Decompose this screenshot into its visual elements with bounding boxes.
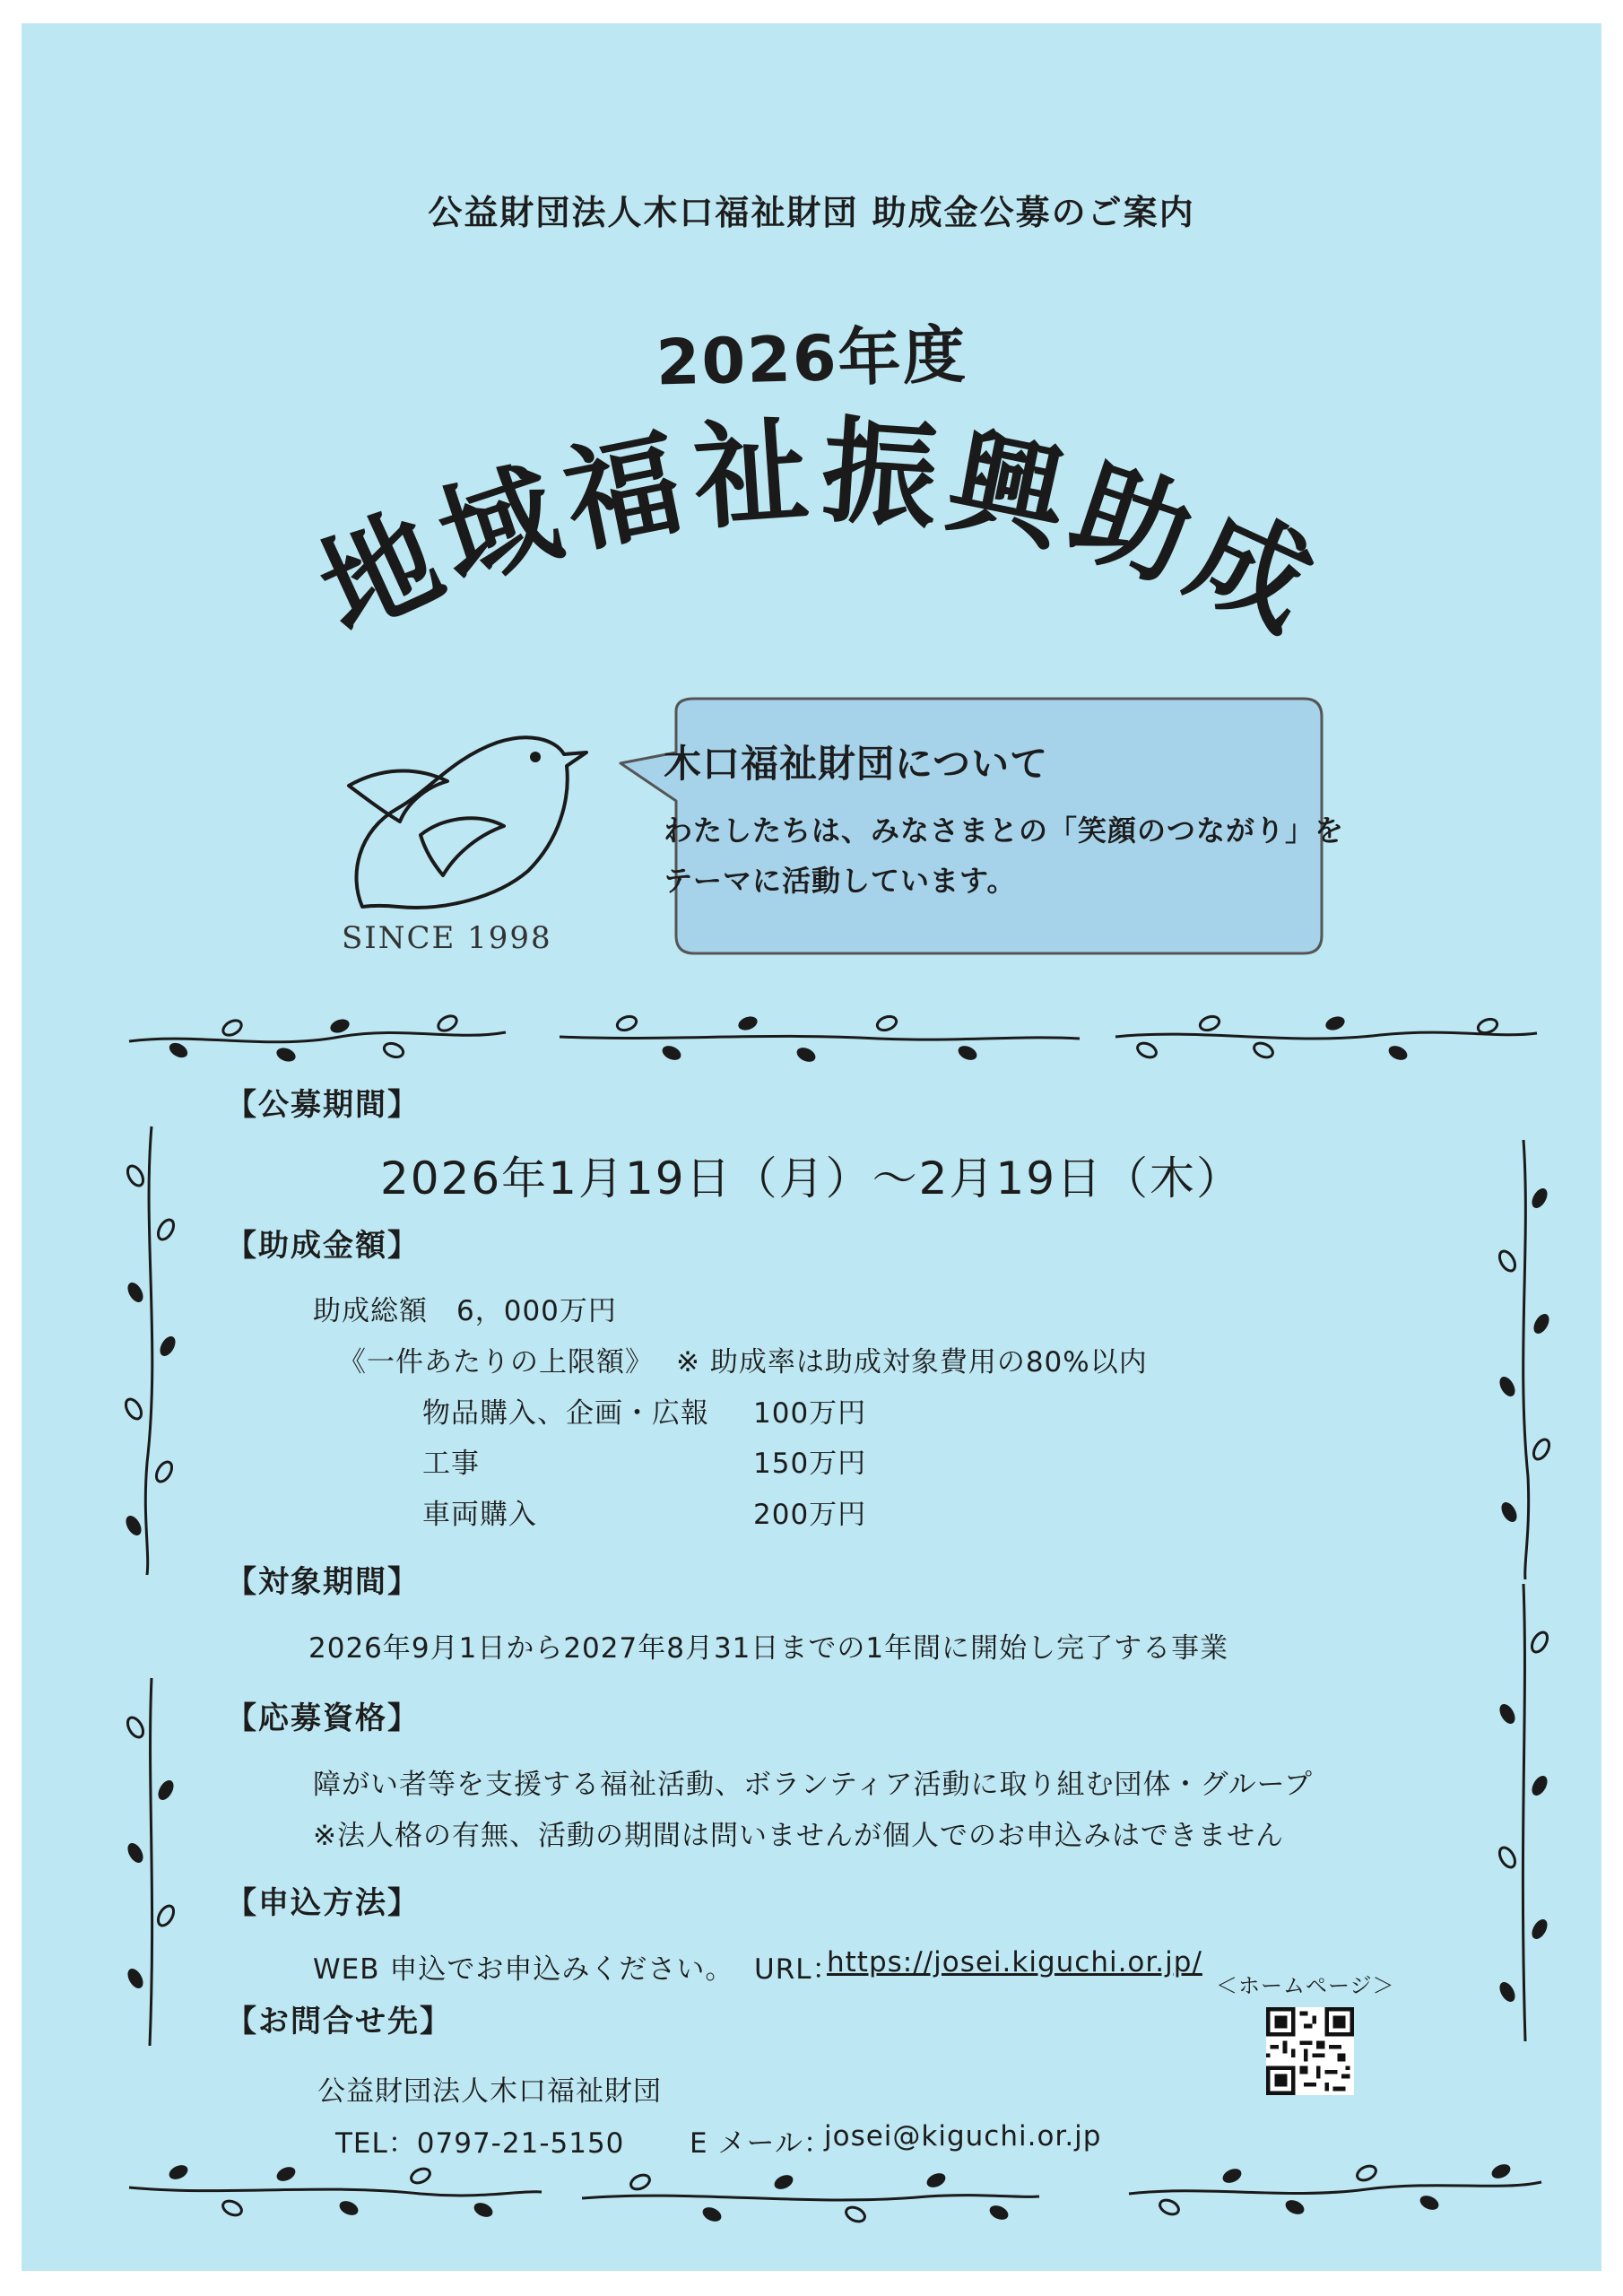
main-title-arch bbox=[282, 404, 1358, 705]
contact-org: 公益財団法人木口福祉財団 bbox=[317, 2075, 662, 2108]
apply-text: WEB 申込でお申込みください。 bbox=[313, 1953, 734, 1986]
vine-decoration-icon bbox=[125, 1001, 510, 1073]
application-period: 2026年1月19日（月）～2月19日（木） bbox=[379, 1152, 1244, 1205]
homepage-label: ＜ホームページ＞ bbox=[1216, 1973, 1395, 1998]
about-title: 木口福祉財団について bbox=[664, 742, 1049, 786]
item-value: 150万円 bbox=[753, 1448, 867, 1480]
apply-heading: 【申込方法】 bbox=[226, 1885, 420, 1921]
period-heading: 【公募期間】 bbox=[226, 1087, 420, 1123]
about-line-2: テーマに活動しています。 bbox=[664, 864, 1017, 898]
eligibility-line-1: 障がい者等を支援する福祉活動、ボランティア活動に取り組む団体・グループ bbox=[313, 1769, 1314, 1801]
vine-decoration-icon bbox=[125, 2156, 546, 2228]
item-value: 100万円 bbox=[753, 1397, 867, 1430]
eligibility-line-2: ※法人格の有無、活動の期間は問いませんが個人でのお申込みはできません bbox=[313, 1820, 1284, 1852]
item-value: 200万円 bbox=[753, 1499, 867, 1531]
eligibility-heading: 【応募資格】 bbox=[226, 1700, 420, 1736]
url-label: URL： bbox=[754, 1953, 841, 1986]
main-title: 地域福祉振興助成 bbox=[299, 404, 1340, 659]
item-label: 工事 bbox=[422, 1448, 480, 1480]
year-title: 2026年度 bbox=[655, 317, 968, 400]
target-period-text: 2026年9月1日から2027年8月31日までの1年間に開始し完了する事業 bbox=[308, 1632, 1229, 1665]
total-amount: 助成総額 6，000万円 bbox=[313, 1295, 617, 1327]
vine-decoration-icon bbox=[1479, 1579, 1568, 2046]
email-label: E メール： bbox=[690, 2127, 832, 2160]
vine-decoration-icon bbox=[577, 2162, 1044, 2234]
limit-label: 《一件あたりの上限額》 bbox=[338, 1346, 654, 1378]
since-label: SINCE 1998 bbox=[342, 920, 552, 956]
about-line-1: わたしたちは、みなさまとの「笑顔のつながり」を bbox=[664, 813, 1345, 848]
flyer-page bbox=[22, 23, 1601, 2271]
vine-decoration-icon bbox=[1111, 1001, 1541, 1073]
qr-code-icon[interactable] bbox=[1266, 2007, 1354, 2095]
contact-heading: 【お問合せ先】 bbox=[226, 2004, 452, 2039]
about-text bbox=[664, 805, 1344, 906]
vine-decoration-icon bbox=[1124, 2153, 1546, 2225]
application-url-link[interactable]: https://josei.kiguchi.or.jp/ bbox=[827, 1946, 1202, 1979]
flyer-subtitle: 公益財団法人木口福祉財団 助成金公募のご案内 bbox=[428, 193, 1195, 232]
target-period-heading: 【対象期間】 bbox=[226, 1564, 420, 1600]
contact-tel: TEL：0797-21-5150 bbox=[335, 2127, 625, 2160]
vine-decoration-icon bbox=[555, 1001, 1084, 1073]
bird-icon bbox=[344, 723, 613, 929]
amount-heading: 【助成金額】 bbox=[226, 1228, 420, 1264]
item-label: 車両購入 bbox=[422, 1499, 537, 1531]
contact-email[interactable]: josei@kiguchi.or.jp bbox=[824, 2120, 1102, 2152]
item-label: 物品購入、企画・広報 bbox=[422, 1397, 709, 1430]
vine-decoration-icon bbox=[107, 1674, 196, 2050]
rate-note: ※ 助成率は助成対象費用の80%以内 bbox=[676, 1346, 1148, 1378]
